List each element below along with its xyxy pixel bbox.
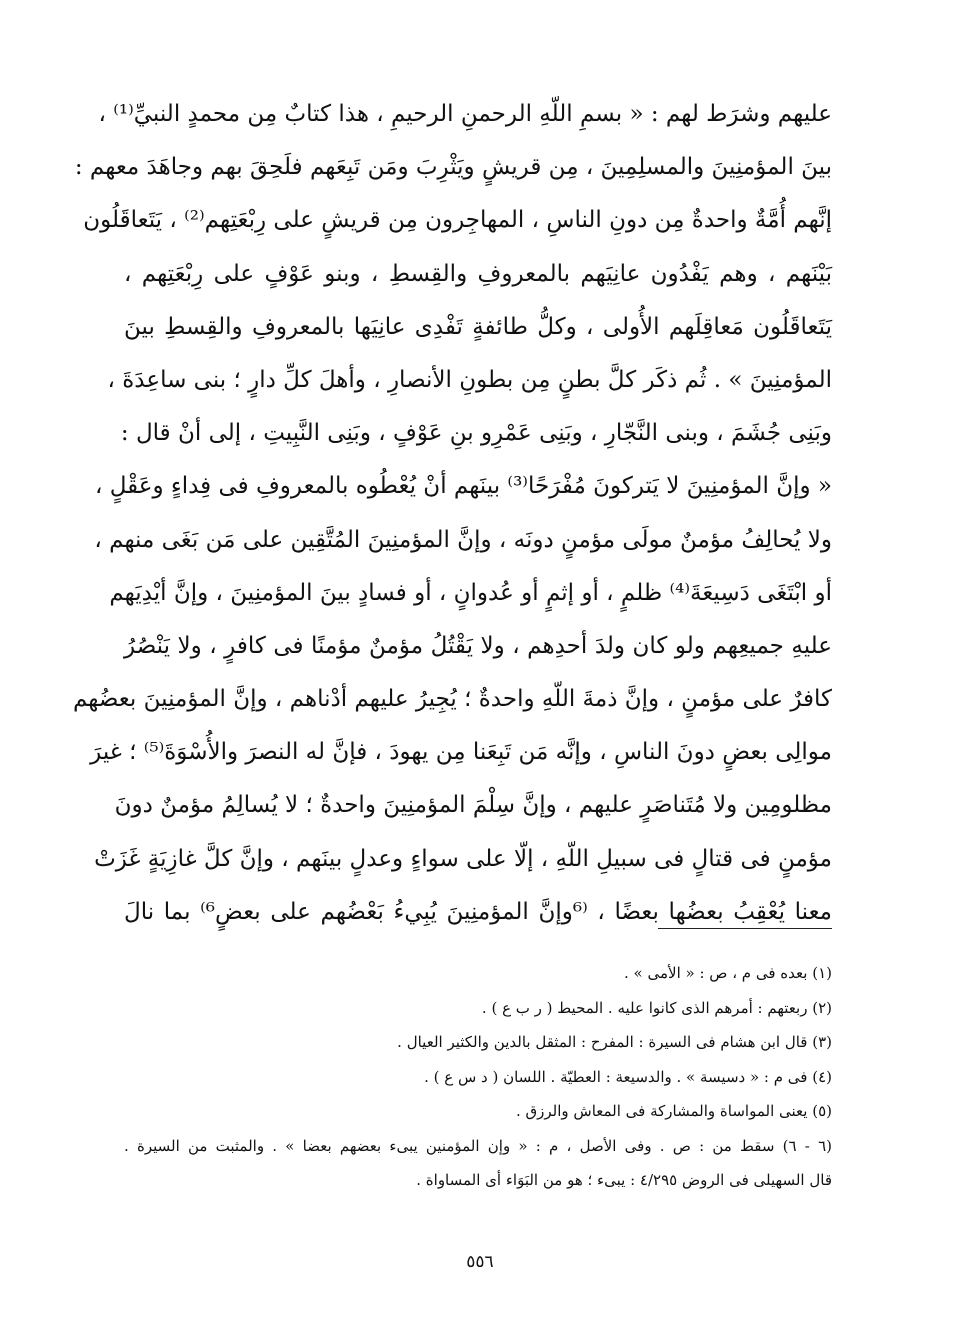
- text-line: موالِى بعضٍ دونَ الناسِ ، وإنَّه مَن تَبِعَنا مِن يهودَ ، فإنَّ له النصرَ والأُسْوَةَ⁽⁵⁾ ؛ غيرَ: [90, 739, 832, 766]
- footnote: (٣) قال ابن هشام فى السيرة : المفرح : المثقل بالدين والكثير العيال .: [397, 1033, 832, 1051]
- text-line: « وإنَّ المؤمنِينَ لا يَتركونَ مُفْرَحًا⁽³⁾ بينَهم أنْ يُعْطُوه بالمعروفِ فى فِداءٍ وعَقْلٍ ،: [94, 473, 832, 500]
- footnote: (٢) ربعتهم : أمرهم الذى كانوا عليه . المحيط ( ر ب ع ) .: [481, 998, 832, 1017]
- text-line: عليهِ جميعِهم ولو كان ولدَ أحدِهم ، ولا يَقْتُلُ مؤمنٌ مؤمنًا فى كافرٍ ، ولا يَنْصُرُ: [124, 632, 832, 659]
- text-line: كافرٌ على مؤمنٍ ، وإنَّ ذمةَ اللّهِ واحدةٌ ؛ يُجِيرُ عليهم أدْناهم ، وإنَّ المؤمنِينَ بعضُهم: [72, 686, 832, 713]
- footnote-continuation: قال السهيلى فى الروض ٤/٢٩٥ : يبىء ؛ هو من البَوَاء أى المساواة .: [416, 1171, 832, 1189]
- footnote: (٦ - ٦) سقط من : ص . وفى الأصل ، م : « وإن المؤمنين يبىء بعضهم بعضا » . والمثبت من السيرة .: [124, 1136, 832, 1155]
- text-line: بينَ المؤمنِينَ والمسلِمِينَ ، مِن قريشٍ ويَثْرِبَ ومَن تَبِعَهم فلَحِقَ بهم وجاهَدَ معهم :: [74, 154, 832, 181]
- footnote: (٤) فى م : « دسيسة » . والدسيعة : العطيّة . اللسان ( د س ع ) .: [424, 1067, 832, 1086]
- text-line: ولا يُحالِفُ مؤمنٌ مولَى مؤمنٍ دونَه ، وإنَّ المؤمنِينَ المُتَّقِين على مَن بَغَى منهم ،: [94, 526, 832, 553]
- main-text-block: [72, 88, 832, 939]
- text-line: مظلومِين ولا مُتَناصَرٍ عليهم ، وإنَّ سِلْمَ المؤمنِينَ واحدةٌ ؛ لا يُسالِمُ مؤمنٌ دونَ: [114, 792, 832, 819]
- text-line: عليهم وشرَط لهم : « بسمِ اللّهِ الرحمنِ الرحيمِ ، هذا كتابٌ مِن محمدٍ النبيِّ⁽¹⁾ ،: [98, 101, 832, 127]
- text-line: وبَنِى جُشَمَ ، وبنى النَّجّارِ ، وبَنِى عَمْرِو بنِ عَوْفٍ ، وبَنِى النَّبِيتِ ، إلى أنْ قال :: [120, 420, 832, 447]
- text-line: معنا يُعْقِبُ بعضُها بعضًا ، ⁽⁶وإنَّ المؤمنِينَ يُبِيءُ بَعْضُهم على بعضٍ⁶⁾ بما نالَ: [124, 898, 832, 925]
- text-line: المؤمنِينَ » . ثُم ذكَر كلَّ بطنٍ مِن بطونِ الأنصارِ ، وأهلَ كلِّ دارٍ ؛ بنى ساعِدَةَ ،: [107, 366, 832, 393]
- page-number: ٥٥٦: [466, 1252, 494, 1272]
- footnotes-block: [124, 956, 832, 1198]
- text-line: مؤمنٍ فى قتالٍ فى سبيلِ اللّهِ ، إلّا على سواءٍ وعدلٍ بينَهم ، وإنَّ كلَّ غازِيَةٍ غَزَتْ: [94, 845, 832, 872]
- footnote: (٥) يعنى المواساة والمشاركة فى المعاش والرزق .: [515, 1102, 832, 1120]
- footnote: (١) بعده فى م ، ص : « الأمى » .: [624, 964, 832, 982]
- text-line: يَتَعاقَلُون مَعاقِلَهم الأُولى ، وكلُّ طائفةٍ تَفْدِى عانِيَها بالمعروفِ والقِسطِ بينَ: [124, 313, 832, 340]
- text-line: إنَّهم أُمَّةٌ واحدةٌ مِن دونِ الناسِ ، المهاجِرون مِن قريشٍ على رِبْعَتِهم⁽²⁾ ، يَتَعاقَلُون: [83, 207, 832, 234]
- footnote-divider: [658, 928, 832, 929]
- text-line: أو ابْتَغَى دَسِيعَةَ⁽⁴⁾ ظلمٍ ، أو إثمٍ أو عُدوانٍ ، أو فسادٍ بينَ المؤمنِينَ ، وإنَّ أيْدِيَهم: [109, 579, 832, 606]
- text-line: بَيْنَهم ، وهم يَفْدُون عانِيَهم بالمعروفِ والقِسطِ ، وبنو عَوْفٍ على رِبْعَتِهم ،: [124, 260, 832, 287]
